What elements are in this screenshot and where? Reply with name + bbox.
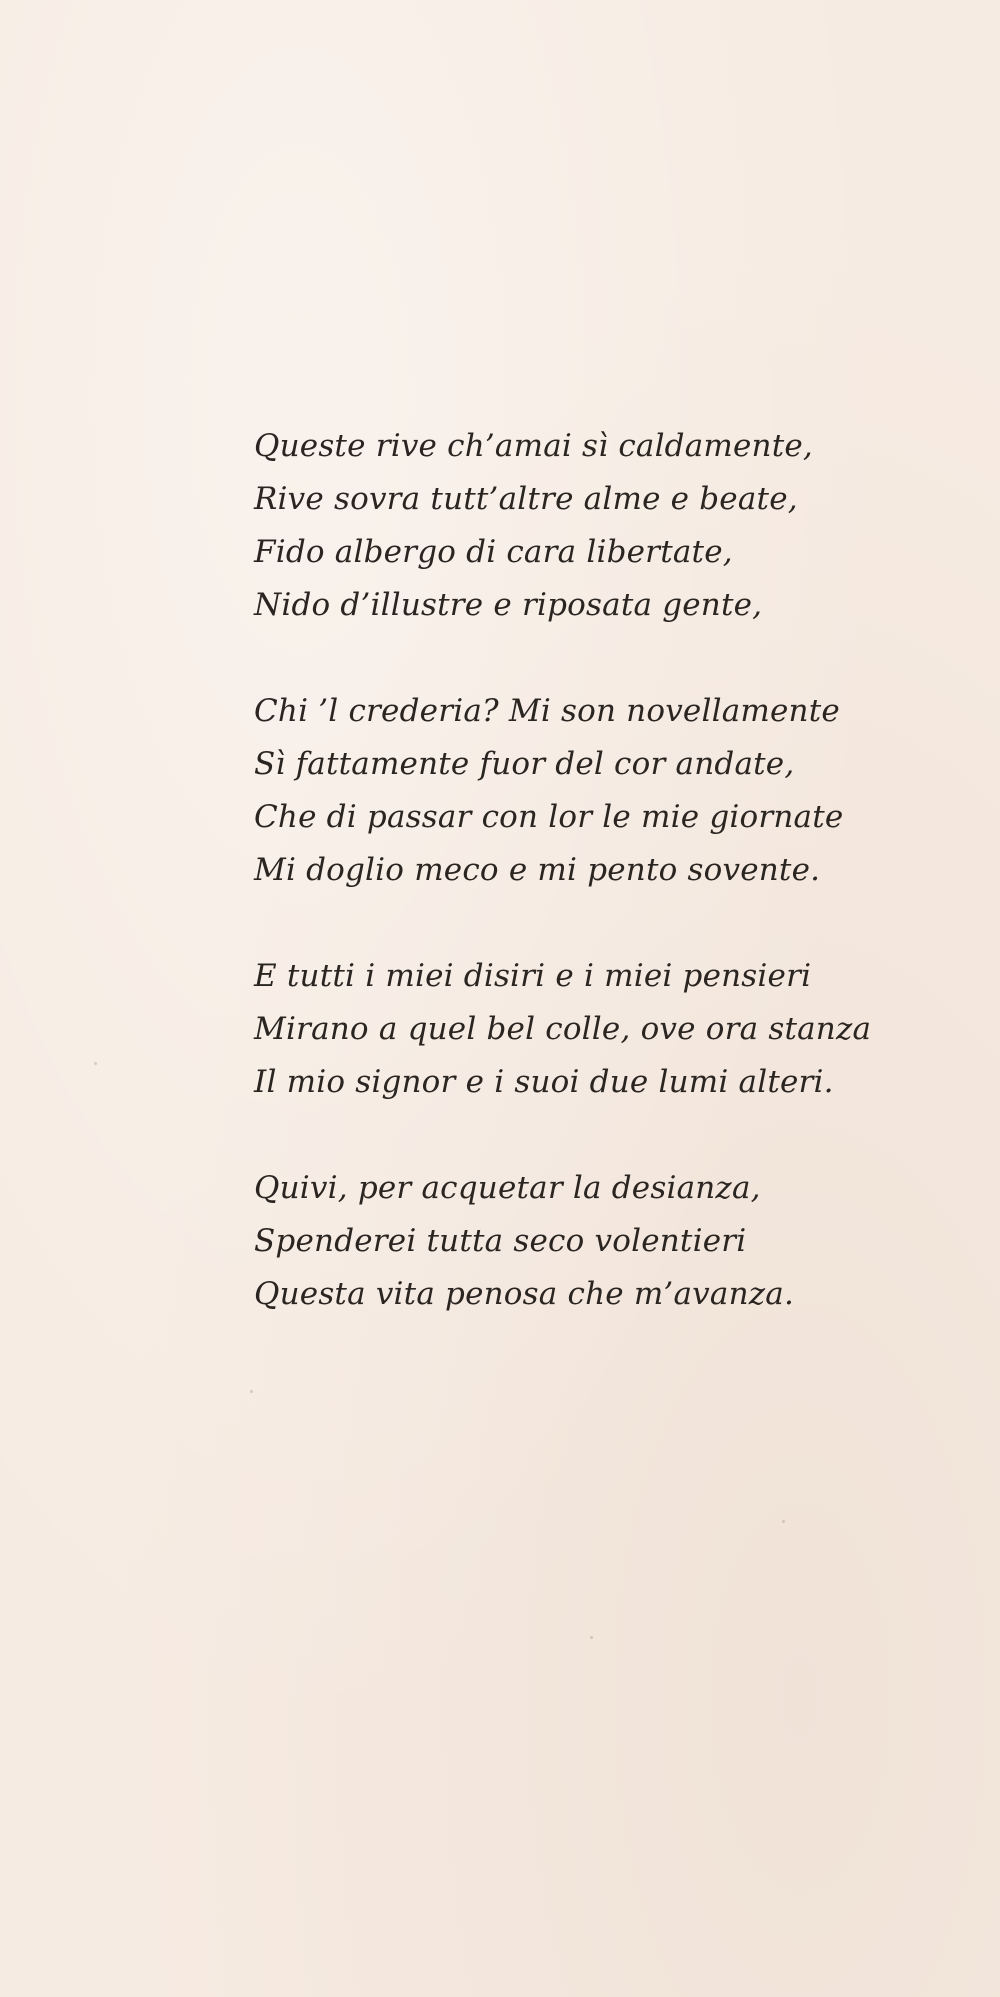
poem-line: Spenderei tutta seco volentieri xyxy=(254,1223,747,1259)
poem-line: Il mio signor e i suoi due lumi alteri. xyxy=(254,1064,834,1100)
poem-line: Questa vita penosa che m’avanza. xyxy=(254,1276,794,1312)
poem-line: Mirano a quel bel colle, ove ora stanza xyxy=(254,1011,872,1047)
paper-speck xyxy=(782,1520,785,1523)
stanza-4 xyxy=(254,1162,874,1321)
poem-line: Fido albergo di cara libertate, xyxy=(254,534,733,570)
poem-line: Quivi, per acquetar la desianza, xyxy=(254,1170,761,1206)
poem-line: E tutti i miei disiri e i miei pensieri xyxy=(254,958,812,994)
poem-line: Che di passar con lor le mie giornate xyxy=(254,799,844,835)
poem-line: Rive sovra tutt’altre alme e beate, xyxy=(254,481,798,517)
sonnet xyxy=(254,420,874,1321)
poem-line: Chi ’l crederia? Mi son novellamente xyxy=(254,693,840,729)
paper-speck xyxy=(250,1390,253,1393)
stanza-2 xyxy=(254,685,874,897)
stanza-1 xyxy=(254,420,874,632)
poem-line: Mi doglio meco e mi pento sovente. xyxy=(254,852,821,888)
poem-line: Queste rive ch’amai sì caldamente, xyxy=(254,428,813,464)
stanza-3 xyxy=(254,950,874,1109)
poem-line: Sì fattamente fuor del cor andate, xyxy=(254,746,795,782)
poem-line: Nido d’illustre e riposata gente, xyxy=(254,587,763,623)
paper-speck xyxy=(94,1062,97,1065)
paper-speck xyxy=(590,1636,593,1639)
